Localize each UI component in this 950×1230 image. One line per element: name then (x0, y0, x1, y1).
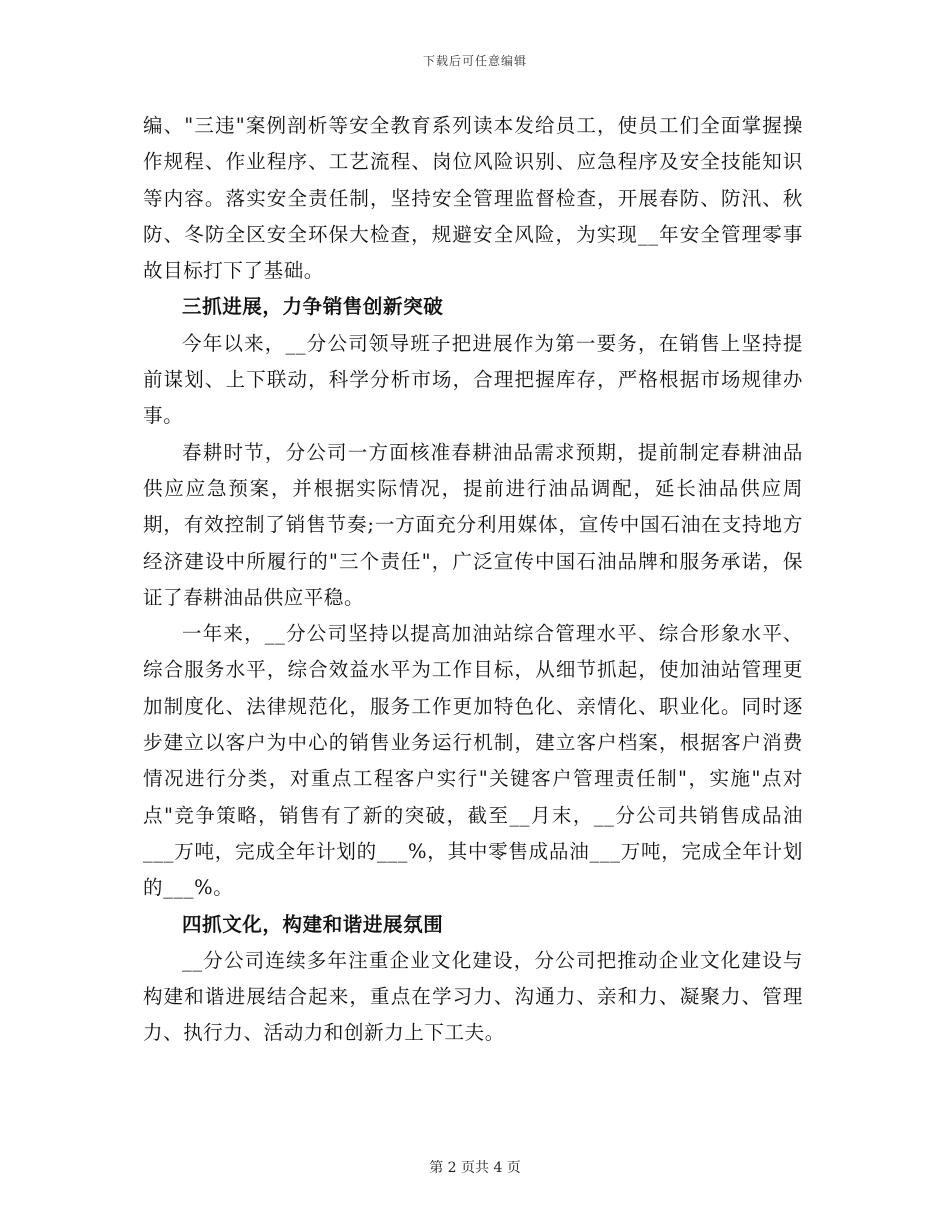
paragraph-sales-intro: 今年以来，__分公司领导班子把进展作为第一要务，在销售上坚持提前谋划、上下联动，科学分析市场，合理把握库存，严格根据市场规律办事。 (143, 331, 803, 428)
page-header-note: 下载后可任意编辑 (422, 54, 527, 68)
paragraph-annual-summary: 一年来，__分公司坚持以提高加油站综合管理水平、综合形象水平、综合服务水平，综合效益水平为工作目标，从细节抓起，使加油站管理更加制度化、法律规范化，服务工作更加特色化、亲情化、职业化。同时逐步建立以客户为中心的销售业务运行机制，建立客户档案，根据客户消费情况进行分类，对重点工程客户实行"关键客户管理责任制"，实施"点对点"竞争策略，销售有了新的突破，截至__月末，__分公司共销售成品油___万吨，完成全年计划的___%，其中零售成品油___万吨，完成全年计划的___%。 (143, 622, 803, 900)
document-body (143, 108, 803, 1052)
section-heading-culture: 四抓文化，构建和谐进展氛围 (182, 912, 444, 936)
paragraph-safety-education: 编、"三违"案例剖析等安全教育系列读本发给员工，使员工们全面掌握操作规程、作业程序、工艺流程、岗位风险识别、应急程序及安全技能知识等内容。落实安全责任制，坚持安全管理监督检查，开展春防、防汛、秋防、冬防全区安全环保大检查，规避安全风险，为实现__年安全管理零事故目标打下了基础。 (143, 114, 803, 283)
section-heading-sales: 三抓进展，力争销售创新突破 (182, 295, 444, 319)
page-number: 第 2 页共 4 页 (429, 1160, 521, 1176)
paragraph-corporate-culture: __分公司连续多年注重企业文化建设，分公司把推动企业文化建设与构建和谐进展结合起来，重点在学习力、沟通力、亲和力、凝聚力、管理力、执行力、活动力和创新力上下工夫。 (143, 948, 803, 1045)
paragraph-spring-ploughing: 春耕时节，分公司一方面核准春耕油品需求预期，提前制定春耕油品供应应急预案，并根据实际情况，提前进行油品调配，延长油品供应周期，有效控制了销售节奏;一方面充分利用媒体，宣传中国石油在支持地方经济建设中所履行的"三个责任"，广泛宣传中国石油品牌和服务承诺，保证了春耕油品供应平稳。 (143, 440, 803, 609)
